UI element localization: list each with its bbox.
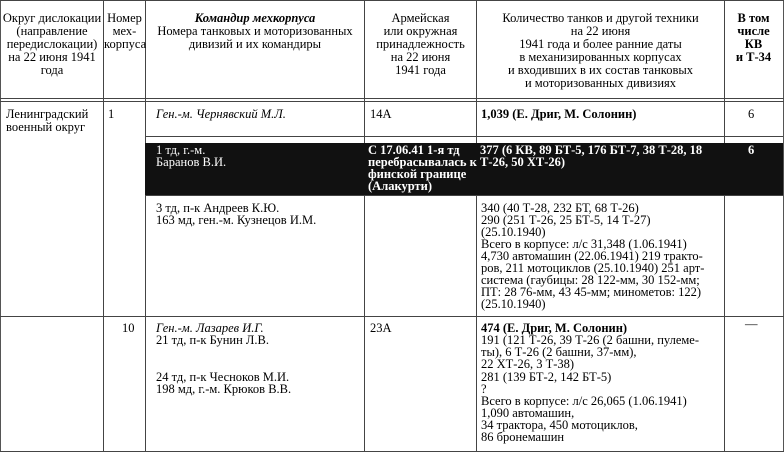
div3-label: 3 тд, п-к Андреев К.Ю. — [156, 201, 280, 215]
corps1-number: 1 — [108, 107, 115, 121]
corps10-kv: — — [745, 317, 758, 331]
rule-col2 — [145, 0, 146, 452]
div21-label: 21 тд, п-к Бунин Л.В. — [156, 333, 269, 347]
div3-tanks: 340 (40 Т-28, 232 БТ, 68 Т-26) — [481, 201, 639, 215]
corps10-commander: Ген.-м. Лазарев И.Г. — [156, 321, 264, 335]
corps1-commander: Ген.-м. Чернявский М.Л. — [156, 107, 286, 121]
rule-corps1-sub — [145, 136, 783, 137]
header-commander-title: Командир мехкорпуса — [194, 11, 316, 25]
rule-corps10-top — [0, 316, 784, 317]
rule-row1-bottom — [0, 101, 784, 102]
header-district: Округ дислокации (направление передислокации) на 22 июня 1941 года — [2, 11, 102, 77]
corps10-army: 23А — [370, 321, 392, 335]
div163-label: 163 мд, ген.-м. Кузнецов И.М. — [156, 213, 317, 227]
rule-div1-bottom — [145, 195, 783, 196]
div21-tanks: 191 (121 Т-26, 39 Т-26 (2 башни, пулеме- ты), 6 Т-26 (2 башни, 37-мм), 22 ХТ-26, 3 Т-38) — [481, 333, 700, 371]
div1-kv: 6 — [748, 143, 755, 157]
district-name: Ленинградский военный округ — [6, 107, 89, 134]
corps1-kv: 6 — [748, 107, 755, 121]
corps10-summary: Всего в корпусе: л/с 26,065 (1.06.1941) 1,090 автомашин, 34 трактора, 450 мотоциклов, 86 бронемашин — [481, 394, 687, 444]
div198-label: 198 мд, г.-м. Крюков В.В. — [156, 382, 292, 396]
corps1-summary: Всего в корпусе: л/с 31,348 (1.06.1941) 4,730 автомашин (22.06.1941) 219 тракто- ров, 211 мотоциклов (25.10.1940) 251 арт- система (гаубицы: 28 122-мм, 30 152-мм; ПТ: 28 76-мм, 43 45-мм; минометов: 122) (25.10.1940) — [481, 237, 705, 311]
header-army: Армейская или окружная принадлежность на 22 июня 1941 года — [376, 11, 465, 77]
div1-note: С 17.06.41 1-я тд перебрасывалась к финской границе (Алакурти) — [368, 143, 477, 193]
div1-tanks: 377 (6 КВ, 89 БТ-5, 176 БТ-7, 38 Т-28, 18 Т-26, 50 ХТ-26) — [480, 143, 703, 169]
highlight-row-1td — [145, 143, 783, 195]
rule-col5 — [724, 0, 725, 452]
corps10-total: 474 (Е. Дриг, М. Солонин) — [481, 321, 628, 335]
header-equipment: Количество танков и другой техники на 22 июня 1941 года и более ранние даты в механизированных корпусах и входивших в их состав танковых и моторизованных дивизиях — [502, 11, 699, 90]
corps1-army: 14А — [370, 107, 392, 121]
corps10-number: 10 — [122, 321, 135, 335]
rule-col1 — [103, 0, 104, 452]
div163-tanks: 290 (251 Т-26, 25 БТ-5, 14 Т-27) (25.10.1940) — [481, 213, 651, 239]
div198-tanks: ? — [481, 382, 487, 396]
corps1-total: 1,039 (Е. Дриг, М. Солонин) — [481, 107, 637, 121]
rule-top — [0, 0, 784, 1]
div24-label: 24 тд, п-к Чесноков М.И. — [156, 370, 290, 384]
rule-header-bottom — [0, 98, 784, 99]
header-corps-number: Номер мех- корпуса — [104, 11, 147, 51]
header-kv-t34: В том числе КВ и Т-34 — [735, 11, 772, 64]
div24-tanks: 281 (139 БТ-2, 142 БТ-5) — [481, 370, 612, 384]
header-commander: Командир мехкорпуса Номера танковых и моторизованных дивизий и их командиры — [157, 11, 353, 51]
div1-label: 1 тд, г.-м. Баранов В.И. — [156, 143, 227, 169]
